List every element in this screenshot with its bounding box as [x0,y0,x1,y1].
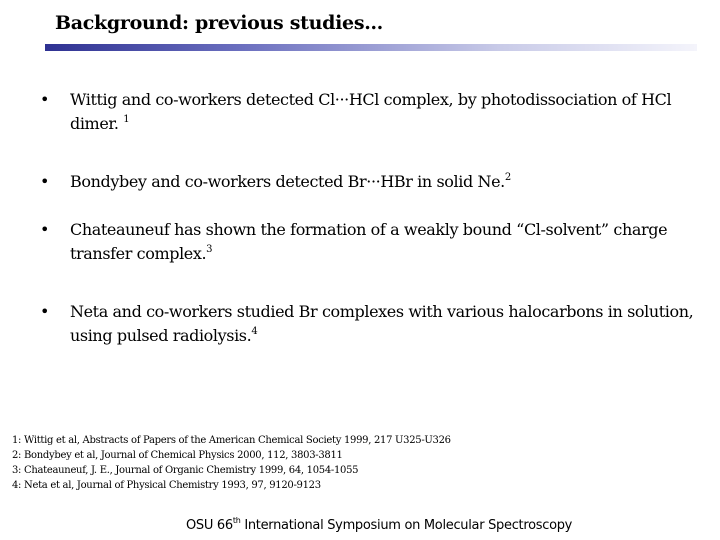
bullet-text: Wittig and co-workers detected Cl···HCl complex, by photodissociation of HCl dimer. $^1$ [70,90,672,133]
reference-item: 1: Wittig et al, Abstracts of Papers of the American Chemical Society 1999, 217 U325-U326 [12,435,451,446]
bullet-text: Chateauneuf has shown the formation of a weakly bound “Cl-solvent” charge transfer complex.$^3$ [70,220,668,263]
reference-item: 2: Bondybey et al, Journal of Chemical Physics 2000, 112, 3803-3811 [12,450,343,461]
bullet-icon: • [40,172,50,191]
title-underline-bar [45,44,697,51]
bullet-text: Neta and co-workers studied Br complexes with various halocarbons in solution, using pulsed radiolysis.$^4$ [70,302,694,345]
slide-title: Background: previous studies… [55,12,383,34]
references-list [12,433,612,493]
citation-marker: 1 [123,114,130,125]
citation-marker: 2 [504,172,511,183]
citation-marker: 4 [251,326,258,337]
bullet-icon: • [40,90,50,109]
citation-marker: 3 [206,244,213,255]
reference-item: 4: Neta et al, Journal of Physical Chemistry 1993, 97, 9120-9123 [12,480,321,491]
bullet-icon: • [40,302,50,321]
bullet-icon: • [40,220,50,239]
reference-item: 3: Chateauneuf, J. E., Journal of Organic Chemistry 1999, 64, 1054-1055 [12,465,359,476]
bullet-text: Bondybey and co-workers detected Br···HBr in solid Ne.$^2$ [70,172,511,191]
slide-footer: OSU 66th International Symposium on Molecular Spectroscopy [186,516,573,533]
